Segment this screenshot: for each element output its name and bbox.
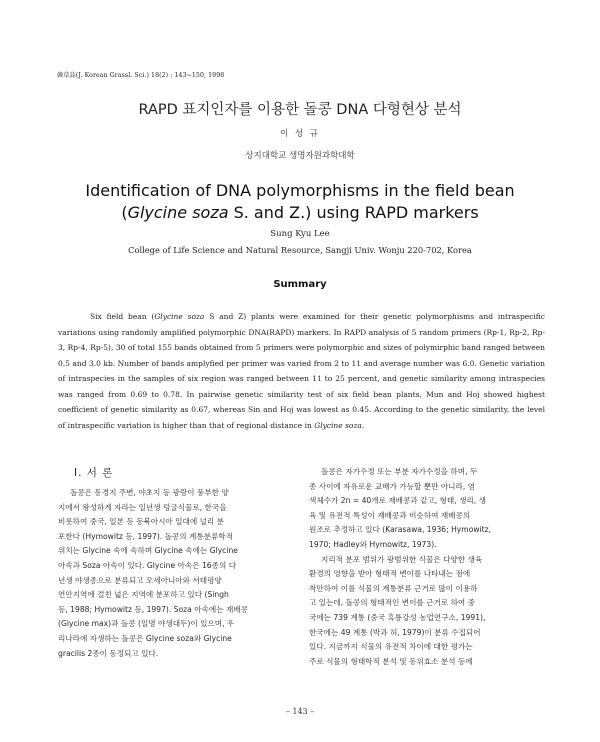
text-line: 원조로 추정하고 있다 (Karasawa, 1936; Hymowitz,: [309, 525, 492, 535]
text-line: (Glycine max)과 돌콩 (일명 야생대두)이 있으며, 우: [58, 619, 235, 629]
text-line: 국에는 739 계통 (중국 흑룡강성 농업연구소, 1991),: [309, 612, 486, 622]
text-line: 위치는 Glycine 속에 속하며 Glycine 속에는 Glycine: [58, 546, 238, 556]
abstract-species-end: Glycine soza.: [314, 420, 365, 430]
text-line: 색체수가 2n = 40개로 재배콩과 같고, 형태, 생리, 생: [309, 496, 486, 506]
abstract-part1: Six field bean (: [90, 312, 155, 321]
text-line: 있다. 지금까지 식물의 유전적 차이에 대한 평가는: [309, 642, 473, 652]
text-line: 돌콩은 자가수정 또는 부분 자가수정을 하며, 두: [321, 467, 478, 476]
text-line: gracilis 2종이 동정되고 있다.: [58, 648, 159, 658]
text-line: 주로 식물의 형태학적 분석 및 동위효소 분석 등에: [309, 656, 473, 666]
abstract-part2: S and Z) plants were examined for their genetic polymorphisms and intraspecific variations using randomly amplified polymorphic DNA(RAPD) markers. In RAPD analysis of 5 random primers (Rp-1, Rp-2, Rp-3, Rp-4, Rp-5), 30 of total 155 bands obtained from 5 primers were polymorphic and sizes of polymirphic band ranged between 0.5 and 3.0 kb. Number of bands amplyfied per primer was varied from 2 to 11 and average number was 6.0. Genetic variation of intraspecies in the samples of six region was ranged between 11 to 25 percent, and genetic similarity among intraspecies was ranged from 0.69 to 0.78. In pairwise genetic similarity test of six field bean plants, Mun and Hoj showed highest coefficient of genetic similarity as 0.67, whereas Sin and Hoj was lowest as 0.45. According to the genetic similarity, the level of intraspecific variation is higher than that of regional distance in: [58, 312, 546, 430]
english-author: Sung Kyu Lee: [270, 229, 330, 239]
section-heading-introduction: I. 서 론: [74, 467, 114, 479]
text-line: 육 및 유전적 특성이 재배콩과 비슷하여 재배콩의: [309, 510, 471, 520]
summary-abstract: [58, 309, 545, 433]
text-line: 고 있는데, 돌콩의 형태적인 변이를 근거로 하여 중: [309, 598, 476, 608]
text-line: 착안하여 이를 식물의 계통분류 근거로 많이 이용하: [309, 583, 478, 593]
journal-citation: 韓草誌(J. Korean Grassl. Sci.) 18(2) : 143~150, 1998: [57, 72, 225, 79]
english-title: [0, 180, 600, 224]
title-open-paren: (: [121, 203, 128, 222]
text-line: 환경의 영향을 받아 형태적 변이를 나타내는 점에: [309, 569, 471, 579]
text-line: 포한다 (Hymowitz 등, 1997). 돌콩의 계통분류학적: [58, 531, 234, 541]
korean-title: RAPD 표지인자를 이용한 돌콩 DNA 다형현상 분석: [138, 102, 462, 118]
text-line: 리나라에 자생하는 돌콩은 Glycine soza와 Glycine: [58, 633, 232, 643]
text-line: 비롯하여 중국, 일본 등 동북아시아 일대에 널리 분: [58, 517, 225, 527]
text-line: 연안지역에 걸친 넓은 지역에 분포하고 있다 (Singh: [58, 590, 229, 600]
right-column-text: [309, 465, 545, 669]
text-line: 1970; Hadley와 Hymowitz, 1973).: [309, 539, 437, 549]
abstract-species: Glycine soza: [154, 312, 205, 321]
text-line: 돌콩은 동경지 주변, 야초지 등 광랑이 풍부한 양: [70, 488, 229, 497]
text-line: 지리적 분포 범위가 광범위한 식물은 다양한 생육: [321, 554, 483, 564]
text-line: 종 사이에 자유로운 교배가 가능할 뿐만 아니라, 염: [309, 481, 476, 491]
text-line: 한국에는 49 계통 (박과 허, 1979)이 분류 수집되어: [309, 627, 481, 637]
english-title-line1: Identification of DNA polymorphisms in the field bean: [85, 181, 515, 200]
title-rest: S. and Z.) using RAPD markers: [228, 203, 479, 222]
text-line: 지에서 왕성하게 자라는 일년생 덩굴식물로, 한국을: [58, 502, 227, 512]
korean-author: 이 성 규: [279, 129, 321, 139]
summary-heading: Summary: [273, 279, 327, 290]
english-title-line2: [0, 202, 600, 224]
page-number: – 143 –: [285, 707, 315, 716]
title-species: Glycine soza: [127, 203, 229, 222]
korean-affiliation: 상지대학교 생명자원과학대학: [245, 151, 355, 161]
text-line: 년생 야생종으로 분류되고 오세아니아와 서태평양: [58, 575, 222, 585]
text-line: 아속과 Soza 아속이 있다. Glycine 아속은 16종의 다: [58, 560, 237, 570]
english-affiliation: College of Life Science and Natural Resource, Sangji Univ. Wonju 220-702, Korea: [128, 245, 472, 255]
left-column-text: [58, 486, 294, 661]
text-line: 등, 1988; Hymowitz 등, 1997). Soza 아속에는 재배콩: [58, 604, 248, 614]
